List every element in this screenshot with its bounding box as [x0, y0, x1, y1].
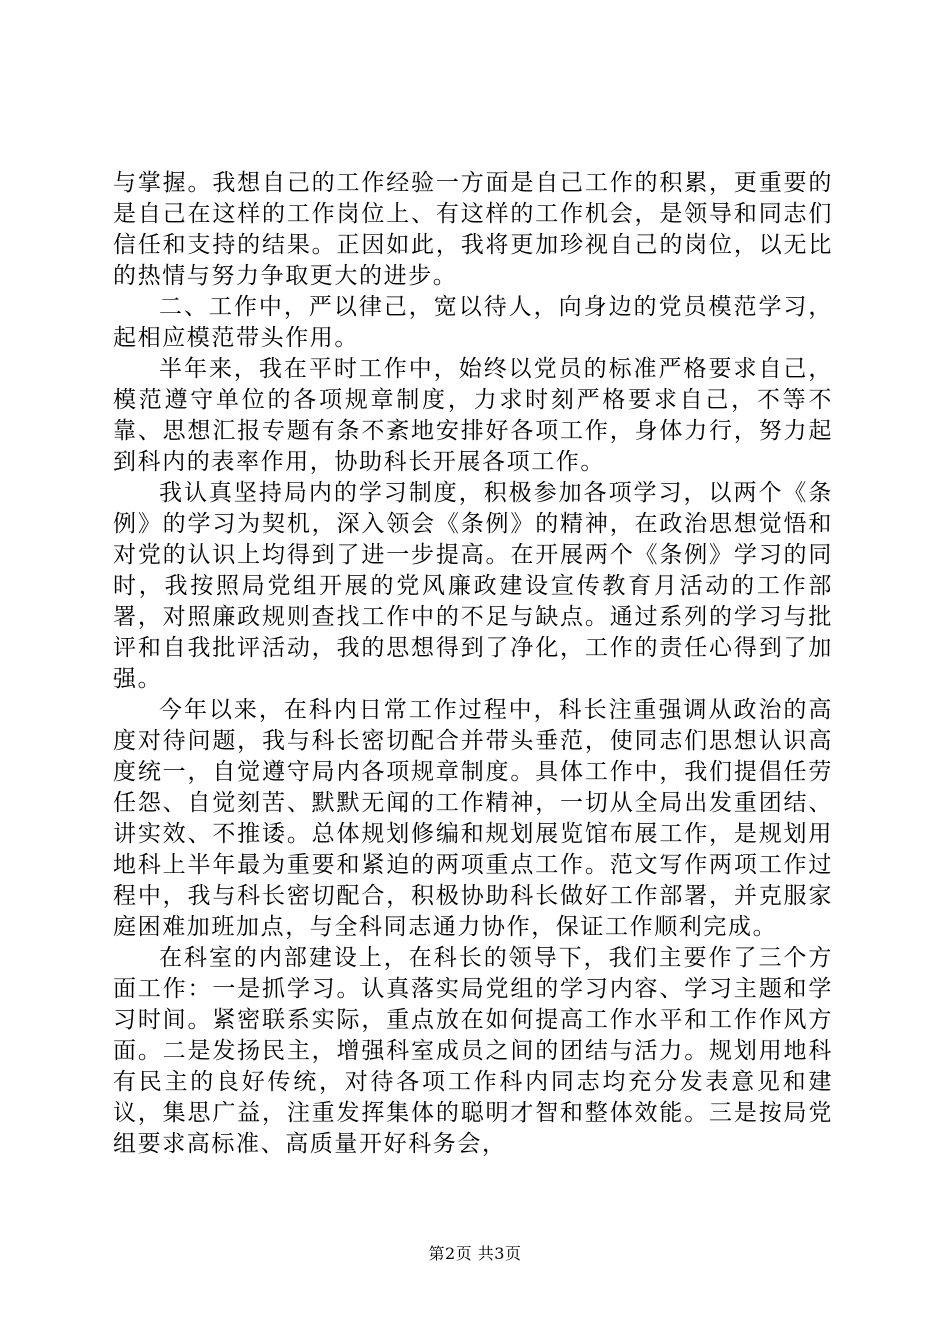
paragraph-4: 我认真坚持局内的学习制度，积极参加各项学习，以两个《条例》的学习为契机，深入领会《条例》的精神，在政治思想觉悟和对党的认识上均得到了进一步提高。在开展两个《条例》学习的同时，我按照局党组开展的党风廉政建设宣传教育月活动的工作部署，对照廉政规则查找工作中的不足与缺点。通过系列的学习与批评和自我批评活动，我的思想得到了净化，工作的责任心得到了加强。	[113, 480, 833, 692]
paragraph-5: 今年以来，在科内日常工作过程中，科长注重强调从政治的高度对待问题，我与科长密切配合并带头垂范，使同志们思想认识高度统一，自觉遵守局内各项规章制度。具体工作中，我们提倡任劳任怨、自觉刻苦、默默无闻的工作精神，一切从全局出发重团结、讲实效、不推诿。总体规划修编和规划展览馆布展工作，是规划用地科上半年最为重要和紧迫的两项重点工作。范文写作两项工作过程中，我与科长密切配合，积极协助科长做好工作部署，并克服家庭困难加班加点，与全科同志通力协作，保证工作顺利完成。	[113, 697, 833, 940]
paragraph-6: 在科室的内部建设上，在科长的领导下，我们主要作了三个方面工作：一是抓学习。认真落实局党组的学习内容、学习主题和学习时间。紧密联系实际，重点放在如何提高工作水平和工作作风方面。二是发扬民主，增强科室成员之间的团结与活力。规划用地科有民主的良好传统，对待各项工作科内同志均充分发表意见和建议，集思广益，注重发挥集体的聪明才智和整体效能。三是按局党组要求高标准、高质量开好科务会，	[113, 945, 833, 1157]
paragraph-2: 二、工作中，严以律己，宽以待人，向身边的党员模范学习，起相应模范带头作用。	[113, 294, 833, 351]
document-body	[113, 168, 833, 1160]
paragraph-3: 半年来，我在平时工作中，始终以党员的标准严格要求自己，模范遵守单位的各项规章制度，力求时刻严格要求自己，不等不靠、思想汇报专题有条不紊地安排好各项工作，身体力行，努力起到科内的表率作用，协助科长开展各项工作。	[113, 356, 833, 475]
page-footer: 第2页 共3页	[428, 1244, 522, 1263]
paragraph-1: 与掌握。我想自己的工作经验一方面是自己工作的积累，更重要的是自己在这样的工作岗位上、有这样的工作机会，是领导和同志们信任和支持的结果。正因如此，我将更加珍视自己的岗位，以无比的热情与努力争取更大的进步。	[113, 170, 833, 289]
